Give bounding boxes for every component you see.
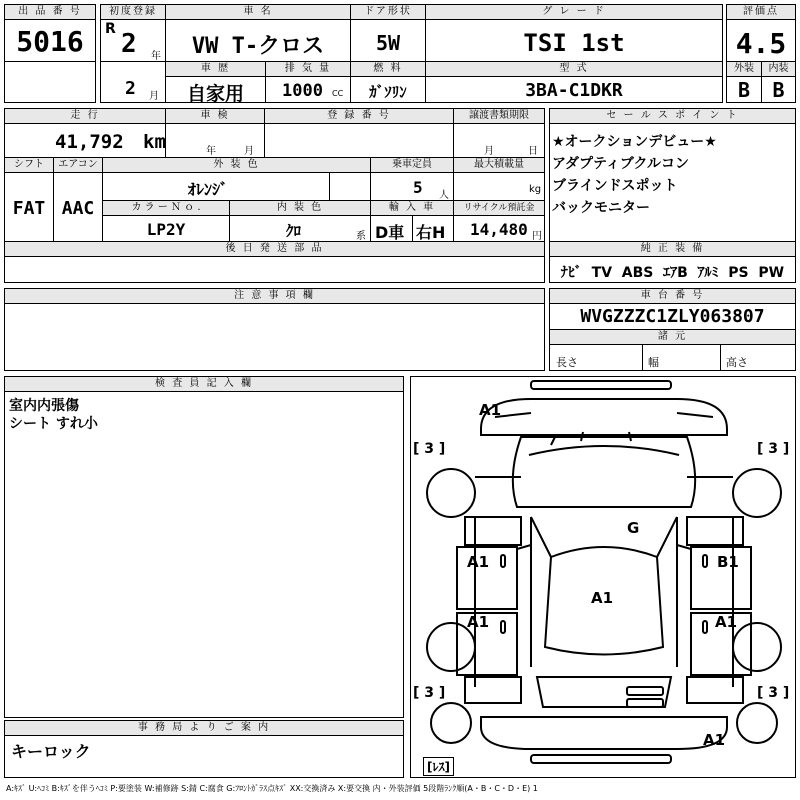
car-name: VW T-クロス [191, 34, 325, 59]
fuel-box [350, 61, 426, 103]
import-label: 輸 入 車 [371, 201, 453, 216]
tire-front-left: [ 3 ] [413, 441, 446, 457]
grade-label: グ レ ー ド [426, 5, 722, 20]
int-color-box [229, 200, 371, 242]
transfer-day-unit: 日 [528, 146, 538, 157]
import-box [370, 200, 454, 242]
first-reg-box [100, 4, 166, 62]
mark-fl-door: A1 [467, 553, 490, 571]
inspector-line: 室内内張傷 [9, 398, 79, 414]
transfer-month-unit: 月 [484, 146, 494, 157]
color-no: LP2Y [146, 220, 186, 239]
history-box [165, 61, 266, 103]
inspector-box [4, 376, 404, 718]
score-box [726, 4, 796, 62]
ext-score: B [737, 78, 751, 102]
shift-label: シフト [5, 158, 53, 173]
color-no-box [102, 200, 230, 242]
genuine-equipment: ﾅﾋﾞ TV ABS ｴｱB ｱﾙﾐ PS PW [560, 265, 785, 281]
score-label: 評価点 [727, 5, 795, 20]
int-score-label: 内装 [762, 62, 795, 77]
recycle-box [453, 200, 545, 242]
door-label: ドア形状 [351, 5, 425, 20]
door-type: 5W [375, 31, 401, 55]
spec-width: 幅 [648, 356, 659, 369]
inspection-box [165, 108, 265, 158]
mileage-box [4, 108, 166, 158]
first-reg-label: 初度登録 [101, 5, 165, 20]
mark-roof: A1 [591, 589, 614, 607]
notes-label: 注 意 事 項 欄 [5, 289, 544, 304]
max-load-box [453, 157, 545, 201]
spec-divider [720, 345, 721, 371]
score: 4.5 [735, 27, 787, 60]
tire-front-right: [ 3 ] [757, 441, 790, 457]
reg-no-label: 登 録 番 号 [265, 109, 453, 124]
chassis-number: WVGZZZC1ZLY063807 [580, 306, 765, 327]
spec-height: 高さ [726, 356, 748, 369]
first-reg-era: R [105, 21, 116, 37]
sales-point-item: ブラインドスポット [552, 178, 678, 194]
fuel: ｶﾞｿﾘﾝ [369, 83, 407, 101]
reg-no-box [264, 108, 454, 158]
lot-box [4, 4, 96, 62]
aircon: AAC [61, 198, 95, 219]
sales-points-label: セ ー ル ス ポ イ ン ト [550, 109, 795, 124]
first-reg-month: 2 [125, 78, 136, 99]
mark-fr-door: B1 [717, 553, 739, 571]
inspector-line: シート すれ小 [9, 416, 98, 432]
later-parts-label: 後 日 発 送 部 品 [5, 242, 544, 257]
inspector-label: 検 査 員 記 入 欄 [5, 377, 403, 392]
int-score: B [772, 78, 785, 102]
ext-color-divider [329, 173, 330, 201]
mark-rl-door: A1 [467, 613, 490, 631]
history-label: 車 歴 [166, 62, 265, 77]
model-label: 型 式 [426, 62, 722, 77]
int-color-label: 内 装 色 [230, 201, 370, 216]
recycle-unit: 円 [532, 231, 542, 242]
ext-color-label: 外 装 色 [103, 158, 370, 173]
door-box [350, 4, 426, 62]
ext-color: ｵﾚﾝｼﾞ [188, 180, 229, 199]
shift: FAT [12, 198, 46, 219]
grade-box [425, 4, 723, 62]
lot-number: 5016 [16, 25, 84, 58]
ext-score-box [726, 61, 762, 103]
chassis-box [549, 288, 796, 330]
import-handle: 右H [416, 223, 446, 242]
displacement-unit: CC [332, 89, 344, 98]
displacement: 1000 [282, 81, 323, 101]
car-diagram [410, 376, 796, 778]
tire-rear-right: [ 3 ] [757, 685, 790, 701]
int-score-box [761, 61, 796, 103]
chassis-label: 車 台 番 号 [550, 289, 795, 304]
office-label: 事 務 局 よ り ご 案 内 [5, 721, 403, 736]
capacity: 5 [413, 178, 423, 197]
inspection-label: 車 検 [166, 109, 264, 124]
legend: A:ｷｽﾞ U:ﾍｺﾐ B:ｷｽﾞを伴うﾍｺﾐ P:要塗装 W:補修跡 S:錆 C:腐食 G:ﾌﾛﾝﾄｶﾞﾗｽ点ｷｽﾞ XX:交換済み X:要交換 内・外装評価 5段階ﾗﾝｸ順(A・B・C・D・E) 1 [6, 784, 538, 793]
spec-divider [642, 345, 643, 371]
transfer-label: 譲渡書類期限 [454, 109, 544, 124]
import-divider [412, 216, 413, 242]
ext-score-label: 外装 [727, 62, 761, 77]
model-box [425, 61, 723, 103]
color-no-label: カ ラ ー Ｎ ｏ . [103, 201, 229, 216]
car-name-box [165, 4, 351, 62]
capacity-unit: 人 [439, 190, 449, 201]
int-color-unit: 系 [356, 231, 366, 242]
aircon-box [53, 157, 103, 242]
later-parts-box [4, 241, 545, 283]
office-note: キーロック [11, 742, 91, 761]
mileage: 41,792 [55, 131, 124, 153]
recycle-label: リサイクル預託金 [454, 201, 544, 216]
sales-point-item: アダプティブクルコン [552, 156, 690, 172]
max-load-label: 最大積載量 [454, 158, 544, 173]
int-color: ｸﾛ [286, 222, 302, 240]
max-load-unit: kg [529, 184, 542, 195]
displacement-label: 排 気 量 [266, 62, 350, 77]
car-outline [411, 377, 797, 779]
mark-front: A1 [479, 401, 502, 419]
sales-point-item: バックモニター [552, 200, 650, 216]
lot-label: 出 品 番 号 [5, 5, 95, 20]
mark-hood: G [627, 519, 640, 537]
fuel-label: 燃 料 [351, 62, 425, 77]
sales-points-box [549, 108, 796, 242]
tire-rear-left: [ 3 ] [413, 685, 446, 701]
specs-label: 諸 元 [550, 330, 795, 345]
model: 3BA-C1DKR [525, 80, 623, 101]
spare-tire-mark: [ﾚｽ] [423, 757, 454, 776]
transfer-box [453, 108, 545, 158]
capacity-label: 乗車定員 [371, 158, 453, 173]
history: 自家用 [186, 83, 244, 105]
displacement-box [265, 61, 351, 103]
mileage-label: 走 行 [5, 109, 165, 124]
capacity-box [370, 157, 454, 201]
office-box [4, 720, 404, 778]
grade: TSI 1st [523, 29, 625, 57]
genuine-label: 純 正 装 備 [550, 242, 795, 257]
import-maker: D車 [375, 223, 405, 242]
shift-box [4, 157, 54, 242]
ext-color-box [102, 157, 371, 201]
mileage-unit: km [143, 131, 166, 153]
first-reg-month-unit: 月 [149, 91, 159, 102]
aircon-label: エアコン [54, 158, 102, 173]
car-name-label: 車 名 [166, 5, 350, 20]
first-reg-year: 2 [121, 29, 137, 59]
notes-box [4, 288, 545, 371]
first-reg-month-box [100, 61, 166, 103]
mark-rear: A1 [703, 731, 726, 749]
spec-length: 長さ [556, 356, 578, 369]
sales-point-item: ★オークションデビュー★ [552, 134, 717, 150]
lot-blank [4, 61, 96, 103]
inspection-year-unit: 年 [206, 146, 216, 157]
first-reg-year-unit: 年 [151, 51, 161, 62]
mark-rr-door: A1 [715, 613, 738, 631]
recycle: 14,480 [470, 220, 528, 239]
genuine-box [549, 241, 796, 283]
specs-box [549, 329, 796, 371]
inspection-month-unit: 月 [244, 146, 254, 157]
